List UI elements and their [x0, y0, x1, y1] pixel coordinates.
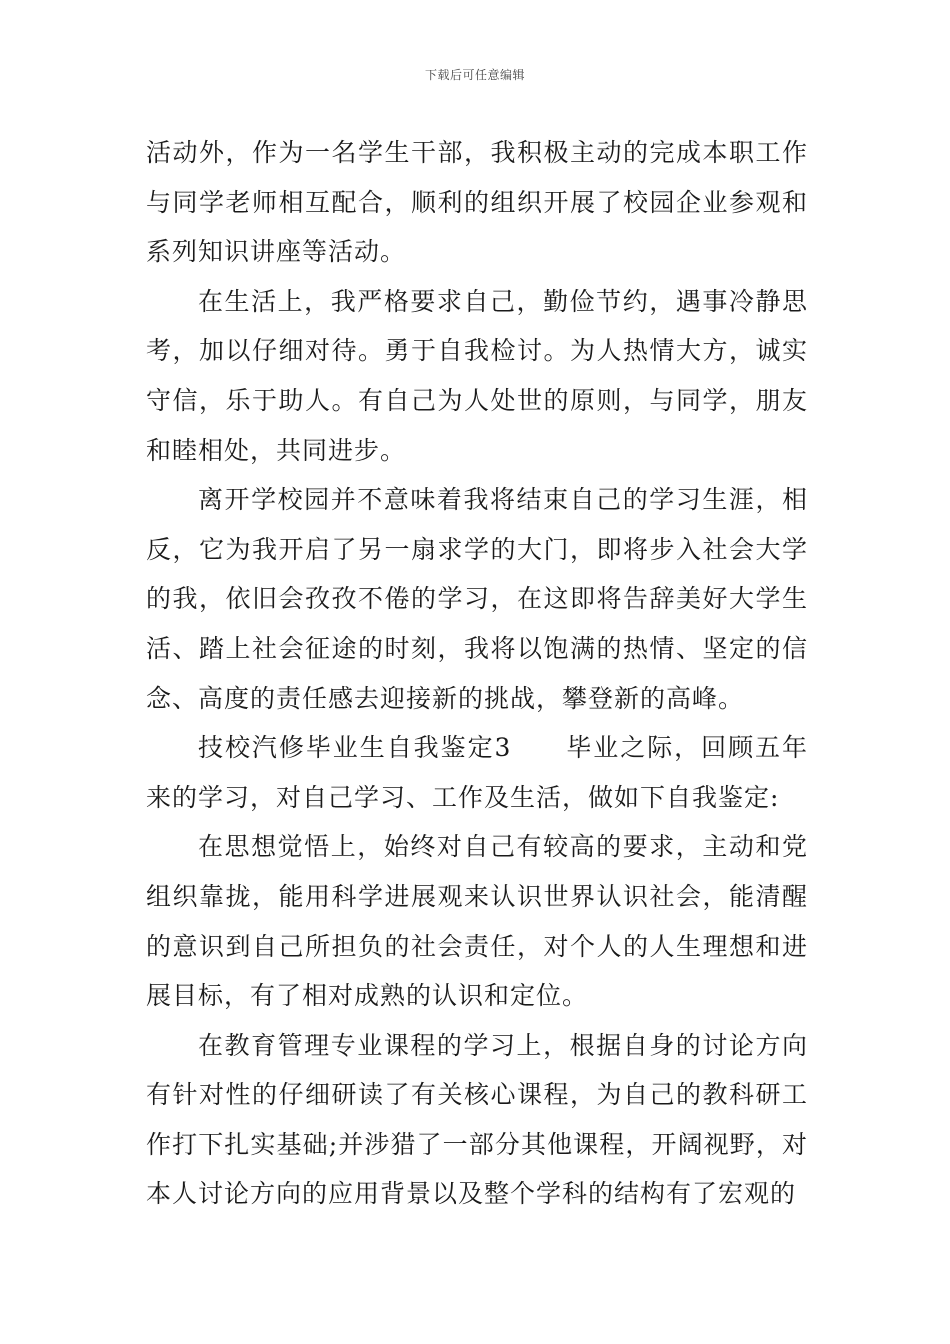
- paragraph-section-title-3: 技校汽修毕业生自我鉴定3 毕业之际，回顾五年来的学习，对自己学习、工作及生活，做如下自我鉴定:: [146, 733, 808, 812]
- document-body: [146, 128, 808, 1219]
- page-header-note: 下载后可任意编辑: [424, 68, 525, 82]
- paragraph-ideology: 在思想觉悟上，始终对自己有较高的要求，主动和党组织靠拢，能用科学进展观来认识世界认识社会，能清醒的意识到自己所担负的社会责任，对个人的人生理想和进展目标，有了相对成熟的认识和定位。: [146, 832, 808, 1011]
- paragraph-leaving-campus: 离开学校园并不意味着我将结束自己的学习生涯，相反，它为我开启了另一扇求学的大门，即将步入社会大学的我，依旧会孜孜不倦的学习，在这即将告辞美好大学生活、踏上社会征途的时刻，我将以饱满的热情、坚定的信念、高度的责任感去迎接新的挑战，攀登新的高峰。: [146, 485, 808, 713]
- paragraph-life: 在生活上，我严格要求自己，勤俭节约，遇事冷静思考，加以仔细对待。勇于自我检讨。为人热情大方，诚实守信，乐于助人。有自己为人处世的原则，与同学，朋友和睦相处，共同进步。: [146, 286, 808, 465]
- paragraph-coursework: 在教育管理专业课程的学习上，根据自身的讨论方向有针对性的仔细研读了有关核心课程，为自己的教科研工作打下扎实基础;并涉猎了一部分其他课程，开阔视野，对本人讨论方向的应用背景以及整个学科的结构有了宏观的: [146, 1030, 808, 1209]
- paragraph-student-cadre: 活动外，作为一名学生干部，我积极主动的完成本职工作与同学老师相互配合，顺利的组织开展了校园企业参观和系列知识讲座等活动。: [146, 138, 808, 267]
